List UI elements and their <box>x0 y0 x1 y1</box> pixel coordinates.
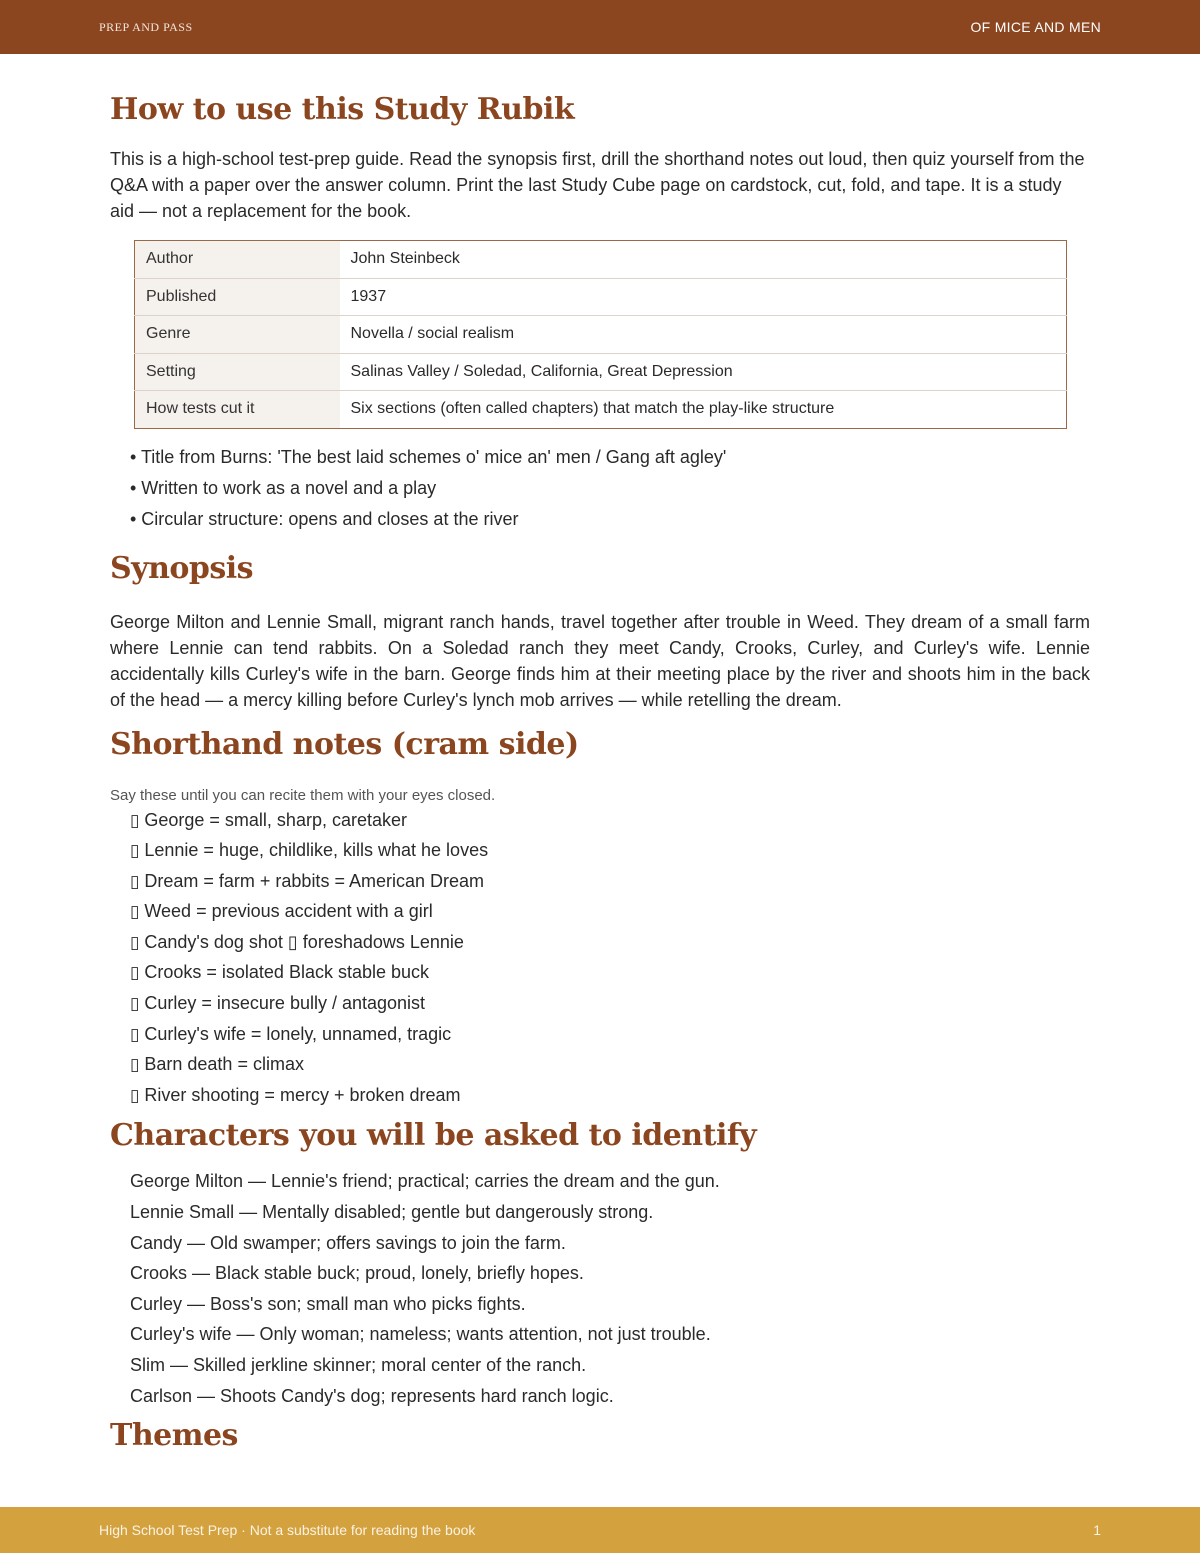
fact-label: Setting <box>135 353 340 391</box>
checkbox-glyph-icon: ▯ <box>130 1024 140 1045</box>
list-item <box>130 1083 1090 1114</box>
note-text: Barn death = climax <box>144 1054 304 1075</box>
note-text: Lennie = huge, childlike, kills what he loves <box>144 840 489 861</box>
howto-heading: How to use this Study Rubik <box>110 92 575 127</box>
checkbox-glyph-icon: ▯ <box>130 871 140 892</box>
brand-name: PREP AND PASS <box>99 19 193 34</box>
checkbox-glyph-icon: ▯ <box>130 902 140 923</box>
note-text: Weed = previous accident with a girl <box>144 901 433 922</box>
list-item <box>130 808 1090 839</box>
checkbox-glyph-icon: ▯ <box>130 963 140 984</box>
table-row <box>135 316 1067 354</box>
list-item: Slim — Skilled jerkline skinner; moral center of the ranch. <box>130 1355 587 1375</box>
page-header <box>0 0 1200 54</box>
characters-heading: Characters you will be asked to identify <box>110 1118 757 1154</box>
list-item <box>130 960 1090 991</box>
themes-heading: Themes <box>110 1418 238 1454</box>
synopsis-heading: Synopsis <box>110 550 254 586</box>
table-row <box>135 278 1067 316</box>
note-text: Curley's wife = lonely, unnamed, tragic <box>144 1023 452 1044</box>
list-item: Lennie Small — Mentally disabled; gentle but dangerously strong. <box>130 1202 654 1223</box>
list-item <box>130 899 1090 930</box>
shorthand-list <box>130 808 1090 1114</box>
list-item <box>130 1022 1090 1053</box>
note-text: River shooting = mercy + broken dream <box>144 1084 461 1105</box>
fact-label: Published <box>135 278 340 316</box>
howto-body: This is a high-school test-prep guide. Read the synopsis first, drill the shorthand notes out loud, then quiz yourself from the Q&A with a paper over the answer column. Print the last Study Cube page on cardstock, cut, fold, and tape. It is a study aid — not a replacement for the book. <box>110 149 1085 221</box>
list-item: • Title from Burns: 'The best laid schemes o' mice an' men / Gang aft agley' <box>130 446 727 467</box>
note-text: Candy's dog shot ▯ foreshadows Lennie <box>144 931 464 952</box>
note-text: Crooks = isolated Black stable buck <box>144 962 430 983</box>
note-text: George = small, sharp, caretaker <box>144 809 407 830</box>
list-item <box>130 1052 1090 1083</box>
checkbox-glyph-icon: ▯ <box>130 994 140 1015</box>
checkbox-glyph-icon: ▯ <box>130 841 140 862</box>
fact-value: Salinas Valley / Soledad, California, Great Depression <box>340 353 1067 391</box>
shorthand-heading: Shorthand notes (cram side) <box>110 726 579 762</box>
list-item: George Milton — Lennie's friend; practical; carries the dream and the gun. <box>130 1171 720 1192</box>
synopsis-body: George Milton and Lennie Small, migrant ranch hands, travel together after trouble in Weed. They dream of a small farm where Lennie can tend rabbits. On a Soledad ranch they meet Candy, Crooks, Curley, and Curley's wife. Lennie accidentally kills Curley's wife in the barn. George finds him at their meeting place by the river and shoots him in the back of the head — a mercy killing before Curley's lynch mob arrives — while retelling the dream. <box>110 611 1090 710</box>
page-footer <box>0 1507 1200 1553</box>
note-text: Dream = farm + rabbits = American Dream <box>144 870 484 891</box>
table-row <box>135 241 1067 279</box>
key-facts-list <box>130 444 1090 537</box>
table-row <box>135 353 1067 391</box>
list-item <box>130 930 1090 961</box>
table-row <box>135 391 1067 429</box>
note-text: Curley = insecure bully / antagonist <box>144 993 426 1014</box>
list-item: Curley — Boss's son; small man who picks fights. <box>130 1293 526 1314</box>
list-item: • Circular structure: opens and closes at the river <box>130 508 519 529</box>
checkbox-glyph-icon: ▯ <box>130 810 140 831</box>
characters-list <box>130 1169 1090 1414</box>
facts-table <box>134 240 1067 429</box>
page-number: 1 <box>1093 1522 1101 1538</box>
fact-value: Novella / social realism <box>340 316 1067 354</box>
list-item: • Written to work as a novel and a play <box>130 477 437 498</box>
list-item <box>130 991 1090 1022</box>
fact-value: Six sections (often called chapters) that match the play-like structure <box>350 400 835 418</box>
list-item: Crooks — Black stable buck; proud, lonely, briefly hopes. <box>130 1263 584 1284</box>
fact-value: 1937 <box>340 278 1067 316</box>
footer-text: High School Test Prep · Not a substitute for reading the book <box>99 1522 476 1538</box>
list-item <box>130 869 1090 900</box>
fact-label: How tests cut it <box>135 391 340 429</box>
checkbox-glyph-icon: ▯ <box>130 1055 140 1076</box>
list-item: Curley's wife — Only woman; nameless; wants attention, not just trouble. <box>130 1324 711 1345</box>
fact-value: John Steinbeck <box>340 241 1067 279</box>
checkbox-glyph-icon: ▯ <box>130 932 140 953</box>
fact-label: Author <box>135 241 340 279</box>
list-item: Candy — Old swamper; offers savings to join the farm. <box>130 1232 566 1253</box>
fact-label: Genre <box>135 316 340 354</box>
book-title: OF MICE AND MEN <box>970 19 1101 35</box>
page-content <box>110 92 1090 1454</box>
list-item <box>130 838 1090 869</box>
checkbox-glyph-icon: ▯ <box>130 1085 140 1106</box>
list-item: Carlson — Shoots Candy's dog; represents hard ranch logic. <box>130 1385 614 1406</box>
shorthand-subtitle: Say these until you can recite them with your eyes closed. <box>110 786 496 804</box>
